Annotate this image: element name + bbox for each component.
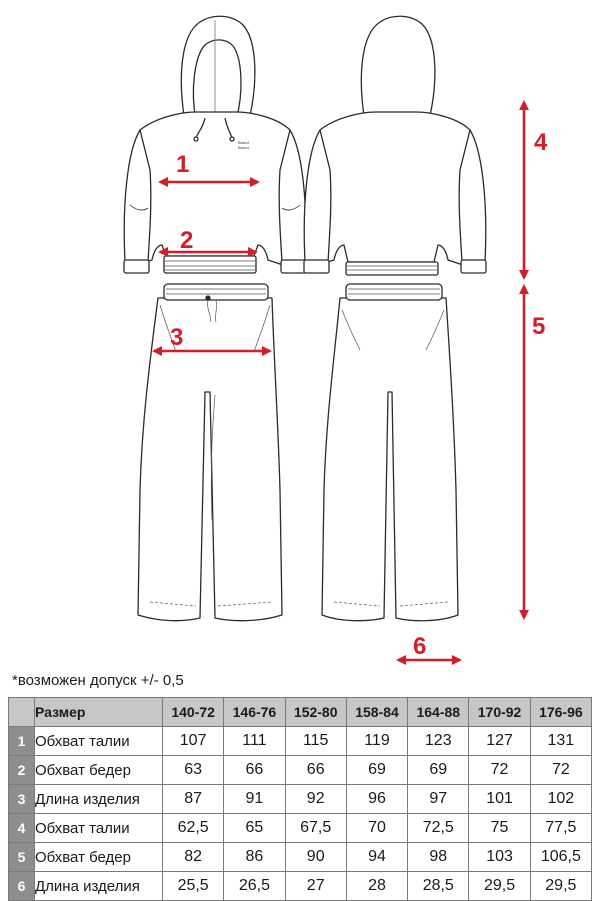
row-label: Длина изделия xyxy=(35,785,163,814)
size-column-header: 158-84 xyxy=(346,698,407,727)
table-row xyxy=(9,814,592,843)
marker-4: 4 xyxy=(534,129,548,156)
table-cell: 26,5 xyxy=(224,872,285,901)
table-cell: 91 xyxy=(224,785,285,814)
table-cell: 111 xyxy=(224,727,285,756)
table-cell: 86 xyxy=(224,843,285,872)
row-number: 2 xyxy=(9,756,35,785)
size-column-header: 164-88 xyxy=(408,698,469,727)
table-cell: 77,5 xyxy=(530,814,591,843)
chest-logo-line2: Brand xyxy=(238,145,249,150)
table-cell: 66 xyxy=(224,756,285,785)
row-number: 1 xyxy=(9,727,35,756)
table-cell: 62,5 xyxy=(163,814,224,843)
table-cell: 67,5 xyxy=(285,814,346,843)
table-cell: 72 xyxy=(469,756,530,785)
table-cell: 65 xyxy=(224,814,285,843)
table-cell: 27 xyxy=(285,872,346,901)
size-chart-table xyxy=(8,697,592,901)
chest-logo-line1: Brand xyxy=(238,140,249,145)
table-cell: 94 xyxy=(346,843,407,872)
table-cell: 70 xyxy=(346,814,407,843)
marker-3: 3 xyxy=(170,324,184,351)
table-cell: 72,5 xyxy=(408,814,469,843)
hoodie-front xyxy=(124,16,306,273)
size-column-header: 152-80 xyxy=(285,698,346,727)
table-cell: 103 xyxy=(469,843,530,872)
row-number: 4 xyxy=(9,814,35,843)
size-column-header: 146-76 xyxy=(224,698,285,727)
row-number: 5 xyxy=(9,843,35,872)
table-cell: 115 xyxy=(285,727,346,756)
header-number-cell xyxy=(9,698,35,727)
table-cell: 127 xyxy=(469,727,530,756)
marker-1: 1 xyxy=(176,151,190,178)
table-cell: 107 xyxy=(163,727,224,756)
row-number: 6 xyxy=(9,872,35,901)
tolerance-note: *возможен допуск +/- 0,5 xyxy=(12,672,184,689)
pants-back xyxy=(322,284,458,621)
table-cell: 72 xyxy=(530,756,591,785)
row-label: Обхват талии xyxy=(35,727,163,756)
row-label: Обхват талии xyxy=(35,814,163,843)
table-row xyxy=(9,872,592,901)
table-cell: 28,5 xyxy=(408,872,469,901)
table-cell: 90 xyxy=(285,843,346,872)
table-cell: 101 xyxy=(469,785,530,814)
table-cell: 97 xyxy=(408,785,469,814)
hoodie-back xyxy=(304,16,486,275)
table-cell: 25,5 xyxy=(163,872,224,901)
row-number: 3 xyxy=(9,785,35,814)
size-column-header: 176-96 xyxy=(530,698,591,727)
row-label: Длина изделия xyxy=(35,872,163,901)
table-cell: 87 xyxy=(163,785,224,814)
table-cell: 75 xyxy=(469,814,530,843)
table-cell: 123 xyxy=(408,727,469,756)
table-cell: 69 xyxy=(346,756,407,785)
table-cell: 82 xyxy=(163,843,224,872)
table-cell: 102 xyxy=(530,785,591,814)
table-cell: 96 xyxy=(346,785,407,814)
table-cell: 63 xyxy=(163,756,224,785)
marker-5: 5 xyxy=(532,313,546,340)
table-cell: 119 xyxy=(346,727,407,756)
table-cell: 131 xyxy=(530,727,591,756)
table-cell: 69 xyxy=(408,756,469,785)
table-header-row xyxy=(9,698,592,727)
size-column-header: 170-92 xyxy=(469,698,530,727)
table-cell: 66 xyxy=(285,756,346,785)
table-cell: 29,5 xyxy=(530,872,591,901)
pants-front xyxy=(138,284,282,621)
marker-2: 2 xyxy=(180,227,194,254)
table-cell: 28 xyxy=(346,872,407,901)
marker-6: 6 xyxy=(413,633,427,660)
table-cell: 98 xyxy=(408,843,469,872)
table-row xyxy=(9,843,592,872)
table-cell: 92 xyxy=(285,785,346,814)
table-row xyxy=(9,785,592,814)
table-cell: 106,5 xyxy=(530,843,591,872)
size-column-header: 140-72 xyxy=(163,698,224,727)
header-size-label: Размер xyxy=(35,698,163,727)
row-label: Обхват бедер xyxy=(35,843,163,872)
table-row xyxy=(9,727,592,756)
table-row xyxy=(9,756,592,785)
row-label: Обхват бедер xyxy=(35,756,163,785)
table-cell: 29,5 xyxy=(469,872,530,901)
